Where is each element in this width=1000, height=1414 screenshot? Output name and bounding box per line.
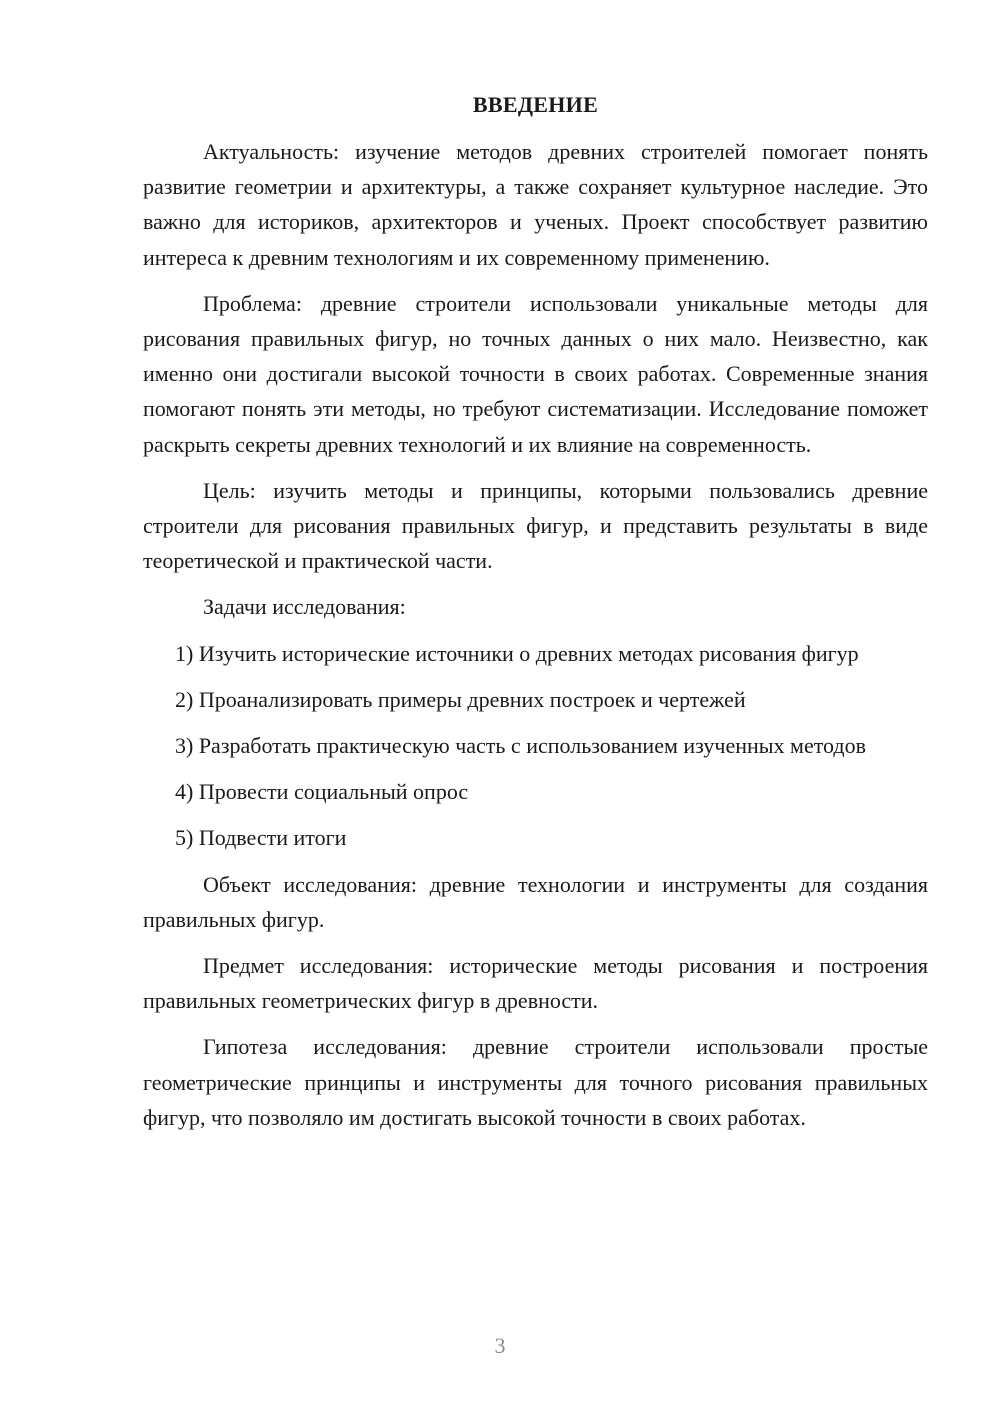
paragraph-goal: Цель: изучить методы и принципы, которыми пользовались древние строители для рисования правильных фигур, и представить результаты в виде теоретической и практической части. (143, 477, 928, 574)
tasks-heading: Задачи исследования: (203, 594, 406, 620)
paragraph-hypothesis: Гипотеза исследования: древние строители использовали простые геометрические принципы и инструменты для точного рисования правильных фигур, что позволяло им достигать высокой точности в своих работах. (143, 1034, 928, 1130)
list-item: 3) Разработать практическую часть с использованием изученных методов (175, 733, 867, 759)
page-title: ВВЕДЕНИЕ (472, 92, 599, 117)
paragraph-subject: Предмет исследования: исторические методы рисования и построения правильных геометрических фигур в древности. (143, 953, 928, 1014)
paragraph-problem: Проблема: древние строители использовали уникальные методы для рисования правильных фигур, но точных данных о них мало. Неизвестно, как именно они достигали высокой точности в своих работах. Современные знания помогают понять эти методы, но требуют систематизации. Исследование поможет раскрыть секреты древних технологий и их влияние на современность. (143, 290, 928, 457)
list-item: 1) Изучить исторические источники о древних методах рисования фигур (175, 640, 859, 666)
list-item: 2) Проанализировать примеры древних построек и чертежей (175, 686, 746, 712)
document-page (143, 92, 928, 1146)
page-number: 3 (494, 1333, 506, 1358)
paragraph-object: Объект исследования: древние технологии и инструменты для создания правильных фигур. (143, 871, 928, 932)
tasks-list (143, 636, 928, 856)
paragraph-relevance: Актуальность: изучение методов древних строителей помогает понять развитие геометрии и архитектуры, а также сохраняет культурное наследие. Это важно для историков, архитекторов и ученых. Проект способствует развитию интереса к древним технологиям и их современному применению. (143, 139, 928, 270)
list-item: 4) Провести социальный опрос (175, 779, 469, 805)
list-item: 5) Подвести итоги (175, 825, 347, 851)
